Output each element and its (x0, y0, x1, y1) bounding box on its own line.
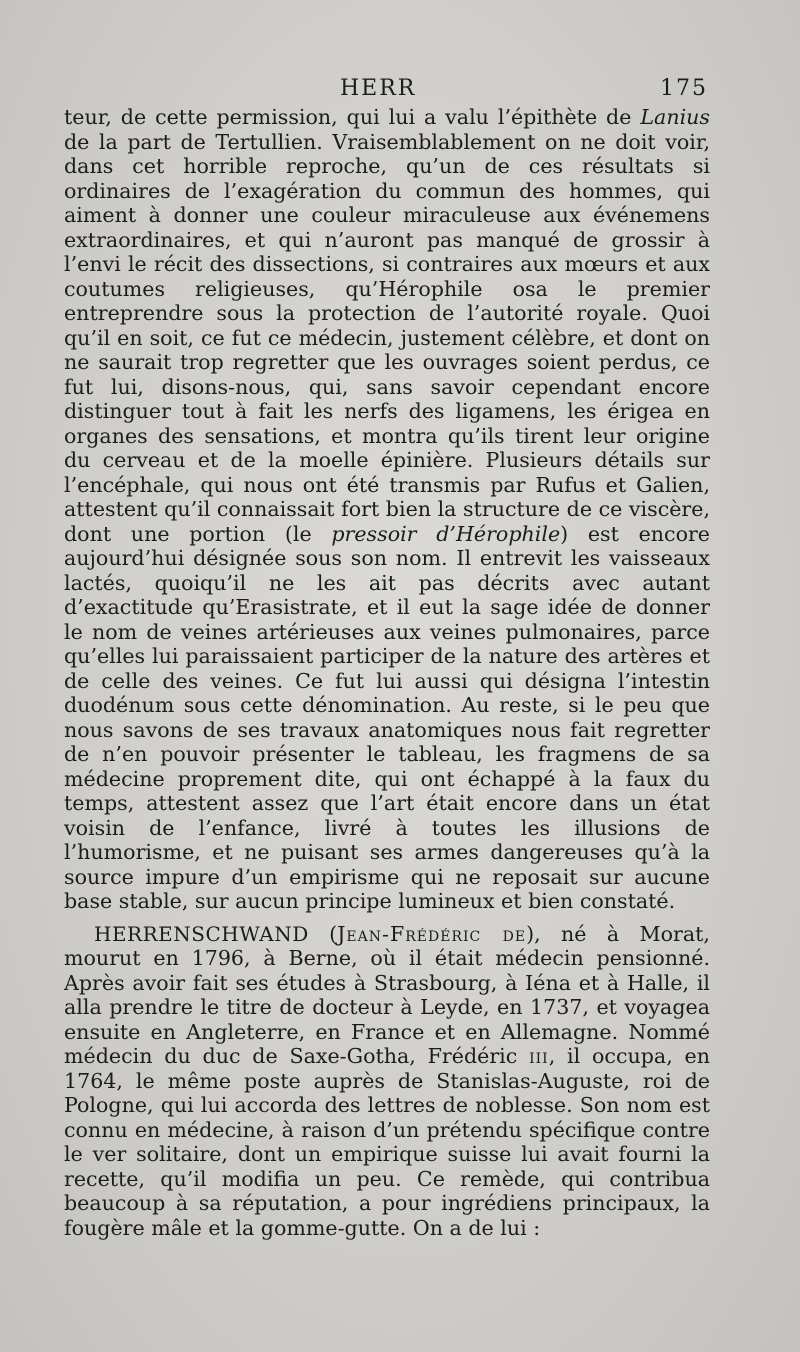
running-head: HERR (340, 76, 417, 101)
body-text (64, 105, 710, 1240)
page-header (0, 76, 800, 108)
forename-close: ), (526, 921, 562, 946)
regnal-number: iii (529, 1044, 549, 1068)
pressoir-term: pressoir d’Hérophile (331, 521, 561, 546)
lanius-term: Lanius (640, 105, 710, 129)
page-number: 175 (660, 76, 708, 101)
entry-forename: Jean-Frédéric de (337, 921, 527, 946)
paragraph-herophilus (64, 105, 710, 914)
entry-text: né à Morat, mourut en 1796, à Berne, où il était médecin pensionné. Après avoir fait ses études à Strasbourg, à Iéna et à Halle, il alla prendre le titre de docteur à Leyde, en 1737, et voyagea ensuite en Angleterre, en France et en Allemagne. Nommé médecin du duc de Saxe-Gotha, Frédéric (64, 921, 710, 1068)
paragraph1-part3: ) est encore aujourd’hui désignée sous son nom. Il entrevit les vaisseaux lactés, quoiqu’il ne les ait pas décrits avec autant d’exactitude qu’Erasistrate, et il eut la sage idée de donner le nom de veines artérieuses aux veines pulmonaires, parce qu’elles lui paraissaient participer de la nature des artères et de celle des veines. Ce fut lui aussi qui désigna l’intestin duodénum sous cette dénomination. Au reste, si le peu que nous savons de ses travaux anatomiques nous fait regretter de n’en pouvoir présenter le tableau, les fragmens de sa médecine proprement dite, qui ont échappé à la faux du temps, attestent assez que l’art était encore dans un état voisin de l’enfance, livré à toutes les illusions de l’humorisme, et ne puisant ses armes dangereuses qu’à la source impure d’un empirisme qui ne reposait sur aucune base stable, sur aucun principe lumineux et bien constaté. (64, 521, 710, 913)
forename-open: ( (308, 921, 338, 946)
entry-text-2: , il occupa, en 1764, le même poste auprès de Stanislas-Auguste, roi de Pologne, qui lui accorda des lettres de noblesse. Son nom est connu en médecine, à raison d’un prétendu spécifique contre le ver solitaire, dont un empirique suisse lui avait fourni la recette, qu’il modifia un peu. Ce remède, qui contribua beaucoup à sa réputation, a pour ingrédiens principaux, la fougère mâle et la gomme-gutte. On a de lui : (64, 1044, 710, 1240)
paragraph1-part2: de la part de Tertullien. Vraisemblablement on ne doit voir, dans cet horrible reproche, qu’un de ces résultats si ordinaires de l’exagération du commun des hommes, qui aiment à donner une couleur miraculeuse aux événemens extraordinaires, et qui n’auront pas manqué de grossir à l’envi le récit des dissections, si contraires aux mœurs et aux coutumes religieuses, qu’Hérophile osa le premier entreprendre sous la protection de l’autorité royale. Quoi qu’il en soit, ce fut ce médecin, justement célèbre, et dont on ne saurait trop regretter que les ouvrages soient perdus, ce fut lui, disons-nous, qui, sans savoir cependant encore distinguer tout à fait les nerfs des ligamens, les érigea en organes des sensations, et montra qu’ils tirent leur origine du cerveau et de la moelle épinière. Plusieurs détails sur l’encéphale, qui nous ont été transmis par Rufus et Galien, attestent qu’il connaissait fort bien la structure de ce viscère, dont une portion (le (64, 129, 710, 546)
entry-herrenschwand (64, 922, 710, 1241)
paragraph1-part1: teur, de cette permission, qui lui a valu l’épithète de (64, 105, 641, 129)
entry-headword: HERRENSCHWAND (94, 921, 309, 946)
